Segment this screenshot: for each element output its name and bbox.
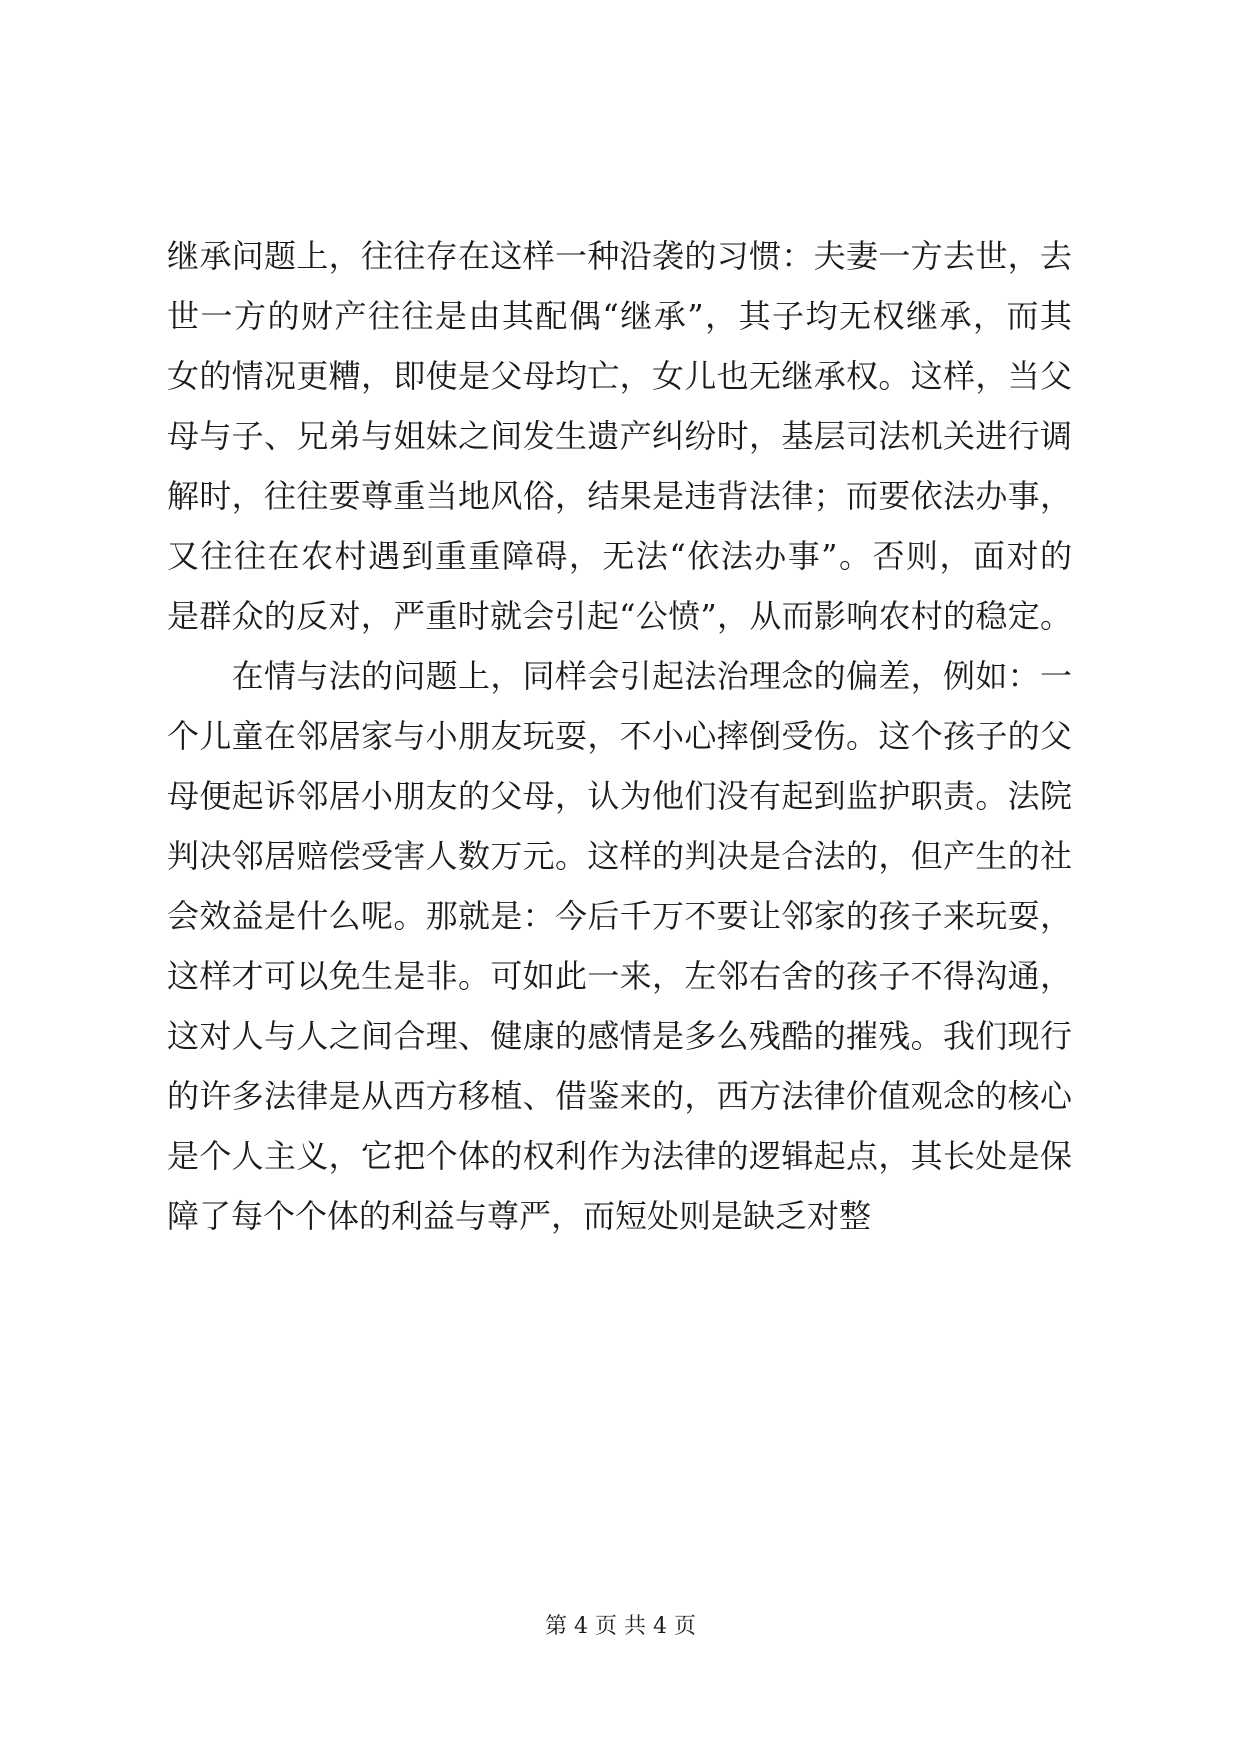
text-line: 这对人与人之间合理、健康的感情是多么残酷的摧残。我们现行: [167, 1017, 1072, 1055]
text-line: 母便起诉邻居小朋友的父母，认为他们没有起到监护职责。法院: [167, 777, 1072, 815]
text-line: 的许多法律是从西方移植、借鉴来的，西方法律价值观念的核心: [167, 1077, 1072, 1115]
text-line: 是个人主义，它把个体的权利作为法律的逻辑起点，其长处是保: [167, 1137, 1072, 1175]
text-line: 这样才可以免生是非。可如此一来，左邻右舍的孩子不得沟通，: [167, 957, 1072, 995]
text-line: 会效益是什么呢。那就是：今后千万不要让邻家的孩子来玩耍，: [167, 897, 1072, 935]
text-line: 解时，往往要尊重当地风俗，结果是违背法律；而要依法办事，: [167, 477, 1072, 515]
text-line: 判决邻居赔偿受害人数万元。这样的判决是合法的，但产生的社: [167, 837, 1072, 875]
text-line: 继承问题上，往往存在这样一种沿袭的习惯：夫妻一方去世，去: [167, 237, 1072, 275]
text-line: 女的情况更糟，即使是父母均亡，女儿也无继承权。这样，当父: [167, 357, 1072, 395]
text-line: 又往往在农村遇到重重障碍，无法“依法办事”。否则，面对的: [167, 537, 1072, 575]
page-number-footer: 第 4 页 共 4 页: [545, 1614, 696, 1639]
text-line: 是群众的反对，严重时就会引起“公愤”，从而影响农村的稳定。: [167, 597, 1072, 635]
text-line: 障了每个个体的利益与尊严，而短处则是缺乏对整: [167, 1197, 872, 1235]
text-line: 个儿童在邻居家与小朋友玩耍，不小心摔倒受伤。这个孩子的父: [167, 717, 1072, 755]
text-line: 世一方的财产往往是由其配偶“继承”，其子均无权继承，而其: [167, 297, 1072, 335]
document-body: [167, 226, 1072, 1246]
text-line: 母与子、兄弟与姐妹之间发生遗产纠纷时，基层司法机关进行调: [167, 417, 1072, 455]
text-line: 在情与法的问题上，同样会引起法治理念的偏差，例如：一: [167, 657, 1072, 695]
